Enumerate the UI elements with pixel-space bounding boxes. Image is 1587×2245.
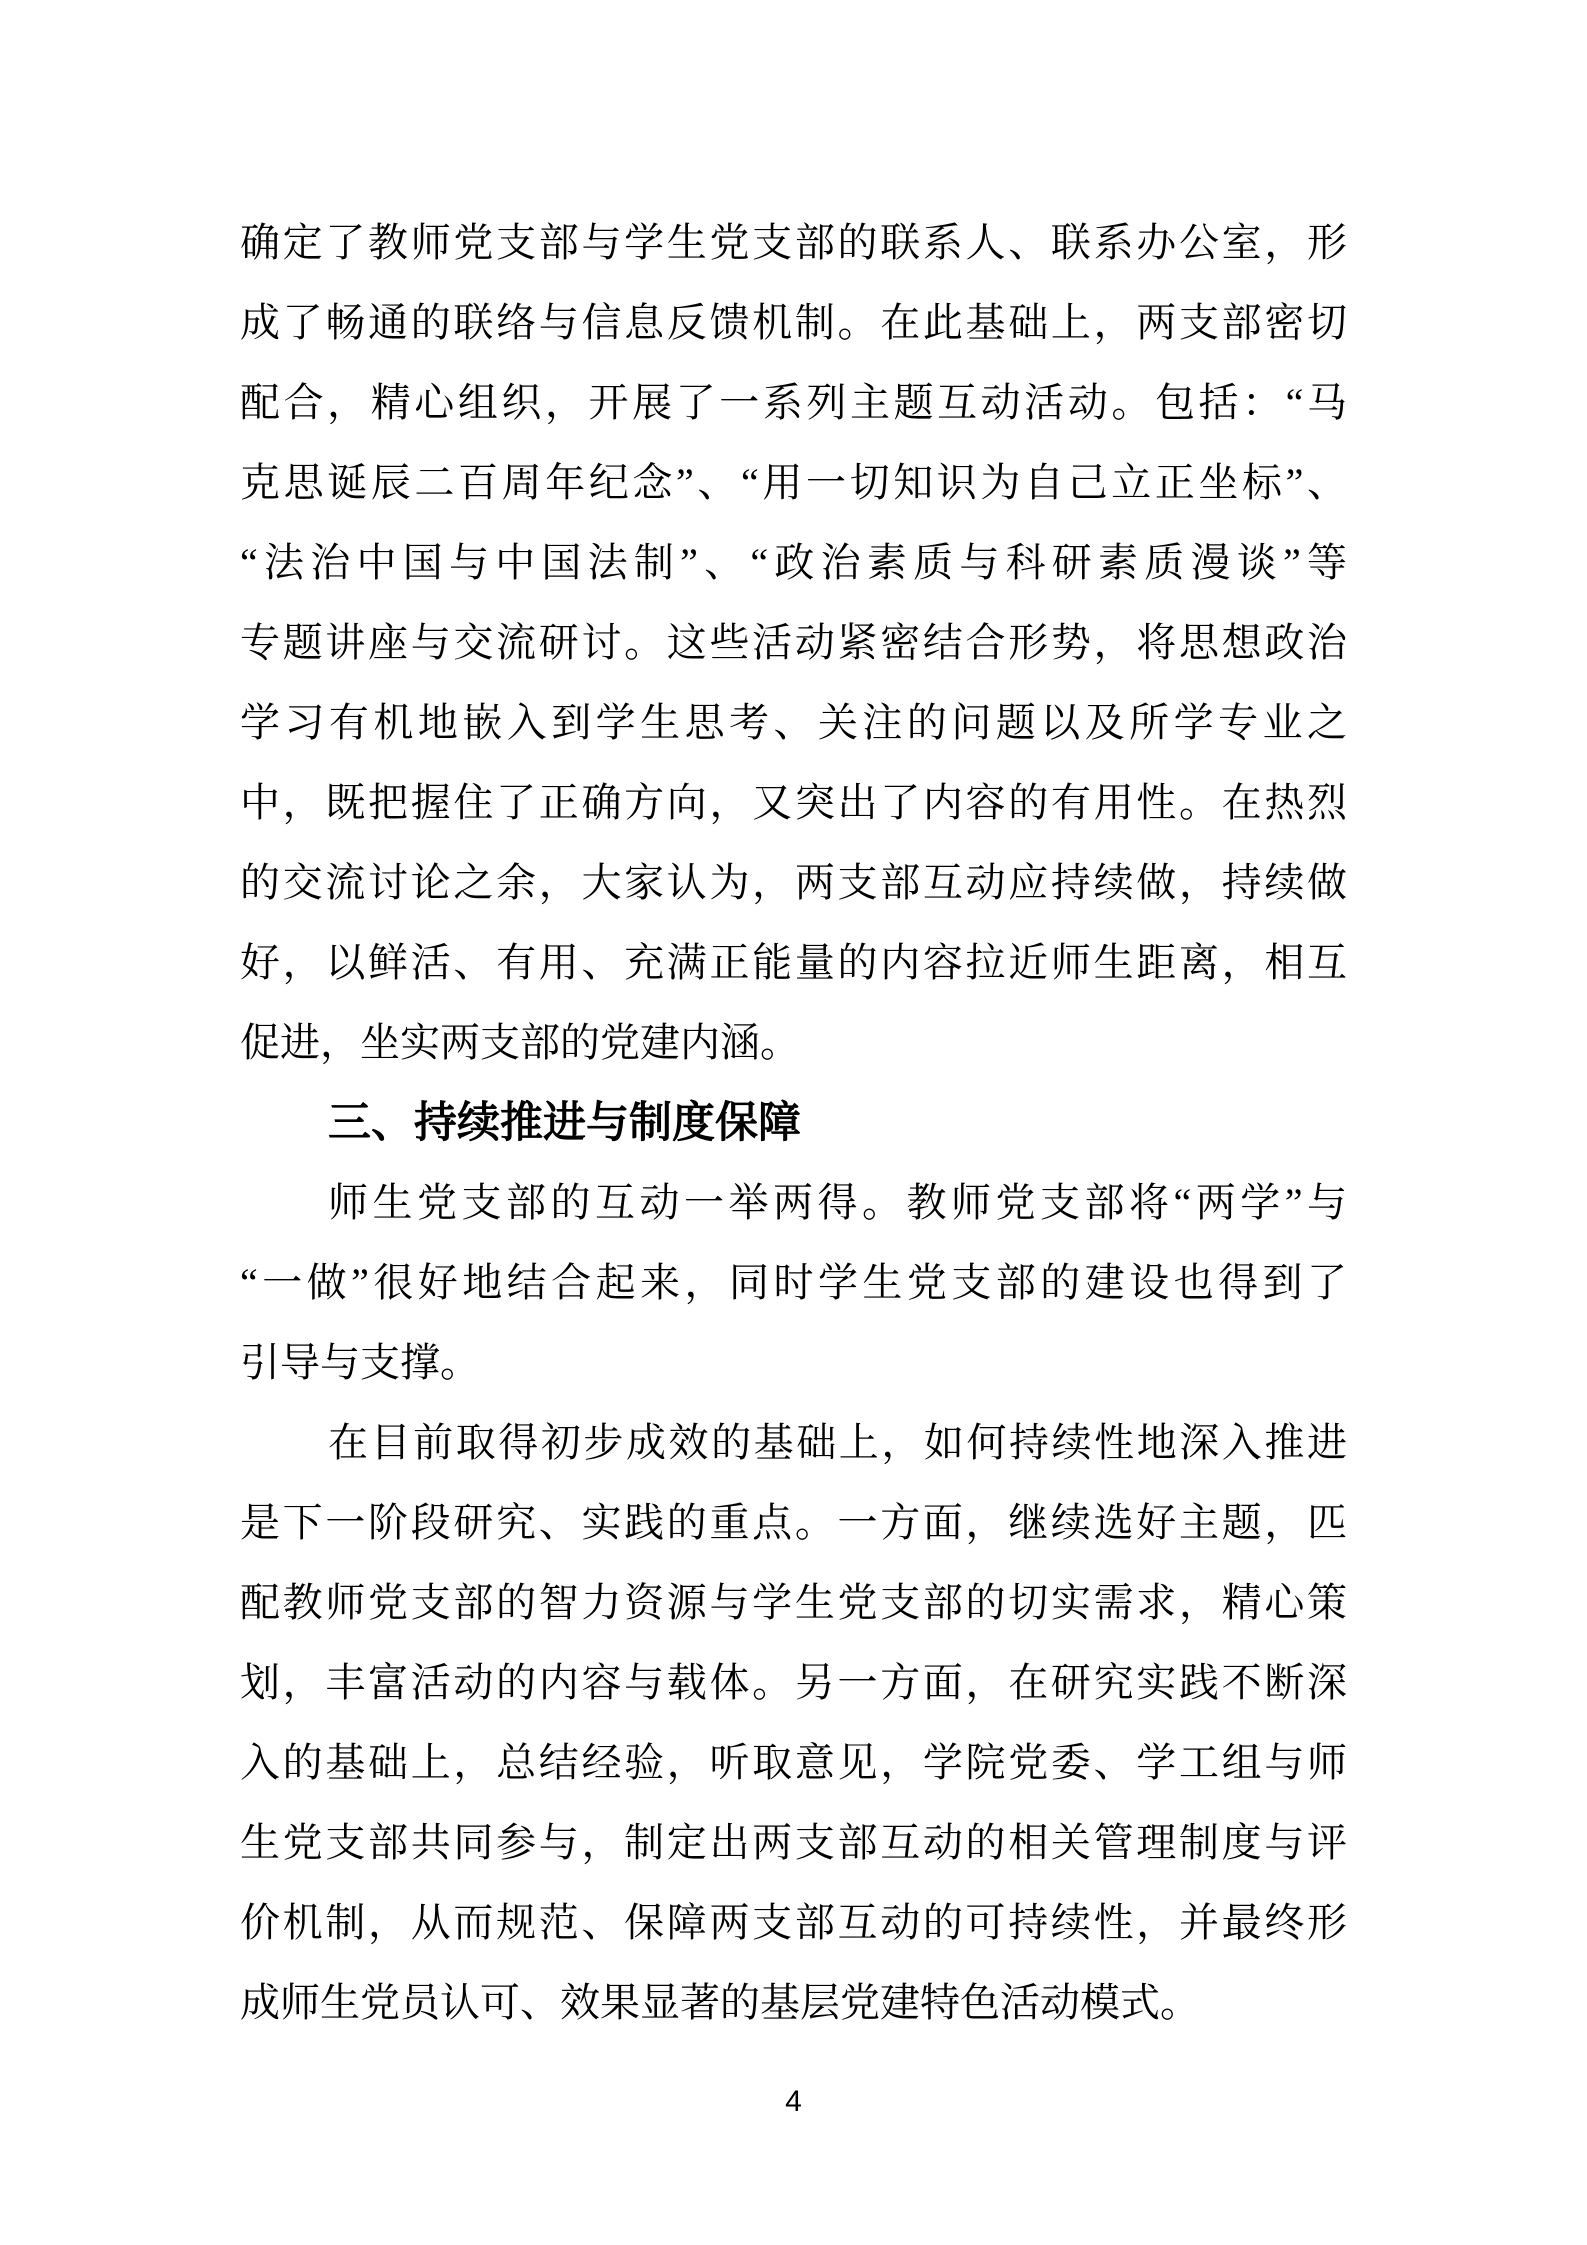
text-line: 在目前取得初步成效的基础上，如何持续性地深入推进 — [328, 1420, 1347, 1465]
section-heading: 三、持续推进与制度保障 — [328, 1099, 801, 1147]
text-line: 划，丰富活动的内容与载体。另一方面，在研究实践不断深 — [240, 1660, 1347, 1705]
text-line: 克思诞辰二百周年纪念”、“用一切知识为自己立正坐标”、 — [240, 460, 1347, 505]
paragraph-2 — [240, 1163, 1347, 1403]
text-line: “一做”很好地结合起来，同时学生党支部的建设也得到了 — [240, 1260, 1347, 1305]
text-line: 确定了教师党支部与学生党支部的联系人、联系办公室，形 — [240, 220, 1347, 265]
text-line: 引导与支撑。 — [240, 1340, 480, 1385]
text-line: 师生党支部的互动一举两得。教师党支部将“两学”与 — [328, 1180, 1347, 1225]
page-number: 4 — [785, 2085, 802, 2118]
text-line: 中，既把握住了正确方向，又突出了内容的有用性。在热烈 — [240, 780, 1347, 825]
text-line: 是下一阶段研究、实践的重点。一方面，继续选好主题，匹 — [240, 1500, 1347, 1545]
text-line: 配教师党支部的智力资源与学生党支部的切实需求，精心策 — [240, 1580, 1347, 1625]
text-line: 好，以鲜活、有用、充满正能量的内容拉近师生距离，相互 — [240, 940, 1347, 985]
text-line: 学习有机地嵌入到学生思考、关注的问题以及所学专业之 — [240, 700, 1347, 745]
document-body — [240, 203, 1347, 2043]
text-line: “法治中国与中国法制”、“政治素质与科研素质漫谈”等 — [240, 540, 1347, 585]
text-line: 专题讲座与交流研讨。这些活动紧密结合形势，将思想政治 — [240, 620, 1347, 665]
text-line: 成师生党员认可、效果显著的基层党建特色活动模式。 — [240, 1980, 1200, 2025]
text-line: 促进，坐实两支部的党建内涵。 — [240, 1020, 800, 1065]
paragraph-3 — [240, 1403, 1347, 2043]
text-line: 成了畅通的联络与信息反馈机制。在此基础上，两支部密切 — [240, 300, 1347, 345]
text-line: 生党支部共同参与，制定出两支部互动的相关管理制度与评 — [240, 1820, 1347, 1865]
text-line: 价机制，从而规范、保障两支部互动的可持续性，并最终形 — [240, 1900, 1347, 1945]
text-line: 配合，精心组织，开展了一系列主题互动活动。包括：“马 — [240, 380, 1347, 425]
paragraph-1 — [240, 203, 1347, 1083]
text-line: 入的基础上，总结经验，听取意见，学院党委、学工组与师 — [240, 1740, 1347, 1785]
text-line: 的交流讨论之余，大家认为，两支部互动应持续做，持续做 — [240, 860, 1347, 905]
